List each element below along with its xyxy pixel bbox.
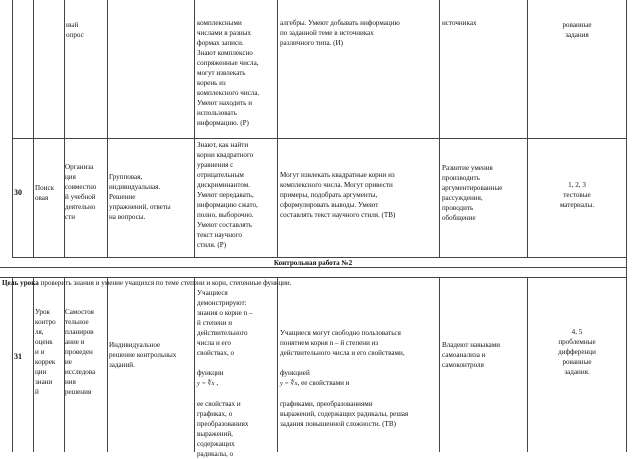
col-divider — [33, 0, 34, 258]
row30-activities: Групповая, индивидуальная. Решение упражнений, ответы на вопросы. — [109, 173, 171, 221]
row31-homework: 4, 5 проблемные дифференци рованные задания. — [558, 328, 596, 376]
col-divider — [439, 0, 440, 258]
row30-results: Могут извлекать квадратные корни из комплексного числа. Могут привести примеры, подобрать аргументы, сформулировать выводы. Умеют составлять текст научного стиля. (ТВ) — [280, 171, 396, 219]
row31-results-func: функцией — [280, 369, 310, 377]
row30-control: Организа ция совместно й учебной деятельно сти — [65, 163, 97, 221]
col-divider — [12, 277, 13, 452]
row31-results-after-formula: , ее свойствами и — [297, 379, 350, 387]
row31-results — [280, 318, 438, 429]
row31-content-func: функции — [197, 369, 224, 377]
lesson-goal-text: проверить знания и умение учащихся по теме степени и корн, степенные функции. — [38, 279, 292, 287]
col-divider — [33, 277, 34, 452]
col-divider — [12, 0, 13, 258]
row31-control: Самостоя тельное планиров ание и проведен ие исследова ния решения — [65, 308, 96, 396]
row30-content: Знают, как найти корни квадратного уравнения с отрицательным дискриминантом. Умеют передавать, информацию сжато, полно, выборочно. Умеют составлять текст научного стиля. (Р) — [197, 141, 258, 249]
root-formula: y = ∜x — [280, 380, 298, 387]
row30-lesson-type: Поиск овая — [35, 184, 55, 202]
col-divider — [194, 277, 195, 452]
prev-skills: источниках — [442, 19, 477, 27]
col-divider — [277, 0, 278, 258]
row31-content-bottom: ее свойствах и графиках, о преобразованиях выражений, содержащих радикалы, о — [197, 400, 249, 458]
row30-skills: Развитие умения производить аргументированные рассуждения, проводить обобщение — [442, 164, 503, 222]
prev-lesson-type: ный опрос — [66, 21, 84, 39]
row-number-30: 30 — [14, 188, 22, 197]
row31-lesson-type: Урок контро ля, оценк и и коррек ции знани й — [35, 308, 56, 396]
prev-results: алгебры. Умеют добывать информацию по заданной теме в источниках различного типа. (И) — [280, 19, 400, 47]
lesson-goal-label: Цель урока — [2, 279, 39, 287]
row-divider — [12, 138, 626, 139]
row-number-31: 31 — [14, 352, 22, 361]
row31-results-top: Учащиеся могут свободно пользоваться понятием корня n – й степени из действительного числа и его свойствами, — [280, 329, 405, 357]
col-divider — [626, 0, 627, 452]
row31-skills: Владеют навыками самоанализа и самоконтроля — [442, 341, 501, 369]
prev-content: комплексными числами в разных формах записи. Знают комплексно сопряженные числа, могут извлекать корень из комплексного числа. Умеют находить и использовать информацию. (Р) — [197, 19, 260, 127]
row31-results-bottom: графиками, преобразованиями выражений, содержащих радикалы, решая задания повышенной сложности. (ТВ) — [280, 400, 409, 428]
col-divider — [107, 277, 108, 452]
col-divider — [107, 0, 108, 258]
root-formula: y = ∜x — [197, 380, 215, 387]
lesson-goal — [2, 268, 624, 288]
prev-homework: рованные задания — [562, 21, 592, 39]
section-title: Контрольная работа №2 — [273, 259, 353, 267]
row31-content: Учащиеся демонстрируют: знания о корне n – й степени и действительного числа и его свойствах, о функции y = ∜x , ее свойствах и графиках, о преобразованиях выражений, содержащих радикалы, о — [197, 289, 253, 458]
row30-homework: 1, 2, 3 тестовые материалы. — [559, 181, 595, 209]
col-divider — [277, 277, 278, 452]
col-divider — [194, 0, 195, 258]
row31-content-top: Учащиеся демонстрируют: знания о корне n – й степени и действительного числа и его свойствах, о — [197, 289, 253, 357]
col-divider — [439, 277, 440, 452]
row31-activities: Индивидуальное решение контрольных заданий. — [109, 341, 177, 369]
